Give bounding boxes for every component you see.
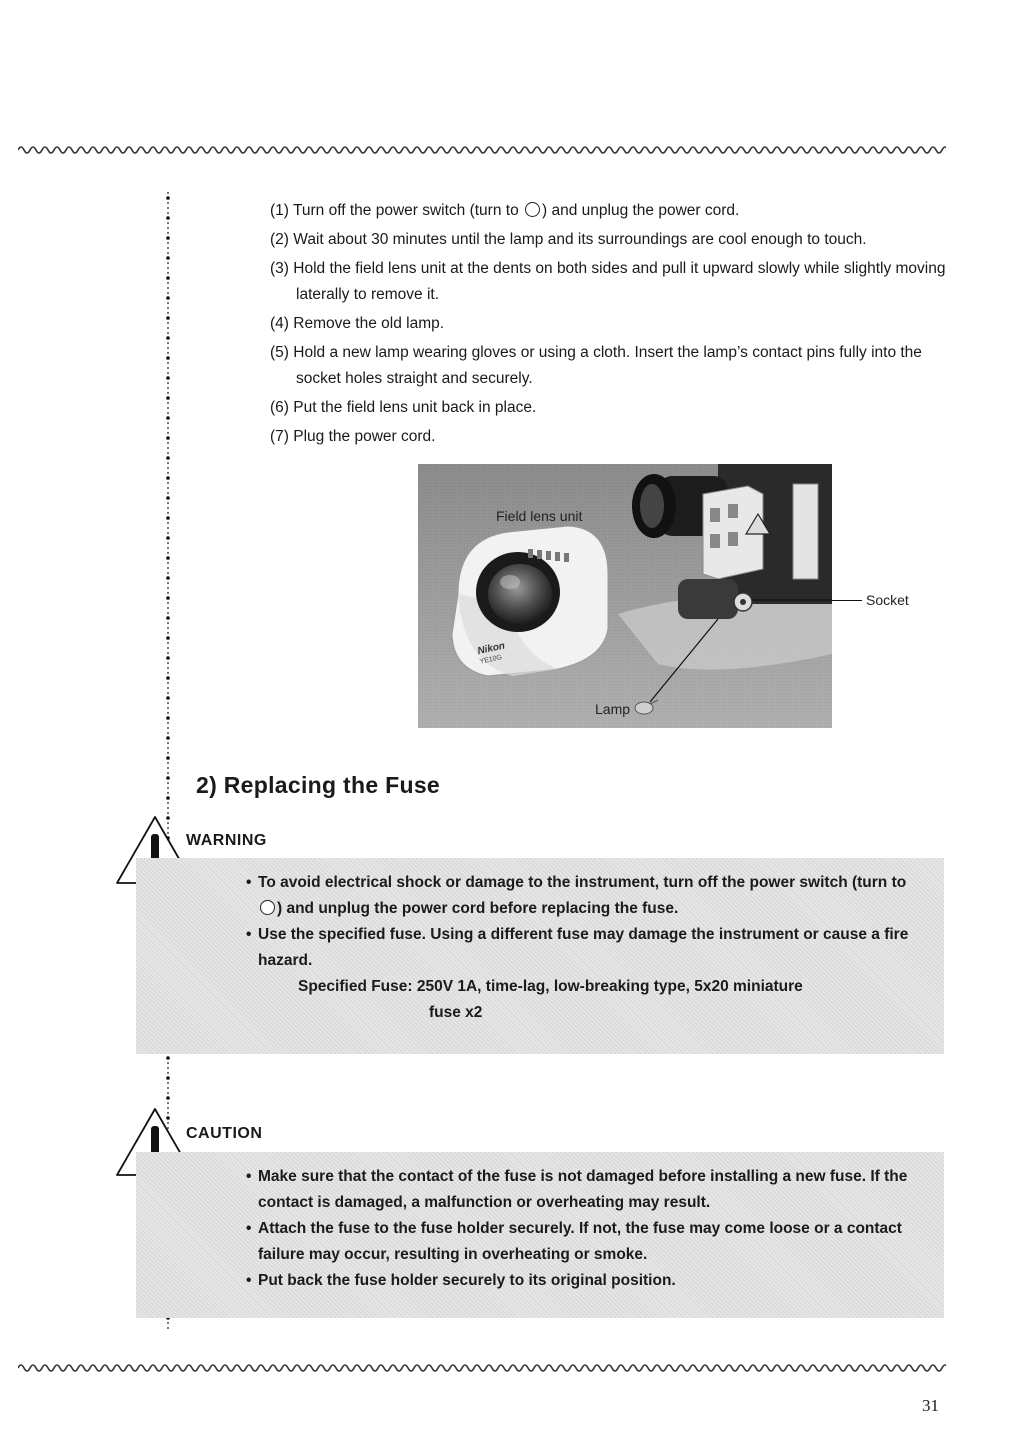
step-item: (1) Turn off the power switch (turn to ) and unplug the power cord. [270, 202, 740, 219]
step-item: (2) Wait about 30 minutes until the lamp and its surroundings are cool enough to touch. [270, 231, 867, 248]
warning-box [136, 858, 944, 1054]
step-item: (6) Put the field lens unit back in place. [270, 399, 537, 416]
lamp-replacement-steps [270, 198, 960, 453]
step-item: (4) Remove the old lamp. [270, 315, 445, 332]
socket-label: Socket [866, 592, 909, 608]
caution-box [136, 1152, 944, 1318]
warning-label: WARNING [186, 832, 267, 849]
caution-label: CAUTION [186, 1125, 263, 1142]
field-lens-unit-photo [418, 464, 832, 728]
brand-marking: Nikon [476, 640, 507, 658]
warning-item: • Use the specified fuse. Using a different fuse may damage the instrument or cause a fire hazard. [246, 926, 909, 969]
step-item: (5) Hold a new lamp wearing gloves or using a cloth. Insert the lamp’s contact pins fully into the socket holes straight and securely. [270, 344, 922, 387]
power-off-circle-icon [525, 202, 540, 217]
warning-list [136, 858, 944, 974]
bottom-wave-divider [18, 1360, 946, 1376]
caution-item: • Attach the fuse to the fuse holder securely. If not, the fuse may come loose or a contact failure may occur, resulting in overheating or smoke. [246, 1220, 902, 1263]
fuse-spec-line: Specified Fuse: 250V 1A, time-lag, low-breaking type, 5x20 miniature [298, 978, 803, 995]
page-number: 31 [922, 1396, 939, 1415]
caution-list [136, 1152, 944, 1294]
caution-item: • Make sure that the contact of the fuse is not damaged before installing a new fuse. If the contact is damaged, a malfunction or overheating may result. [246, 1168, 908, 1211]
top-wave-divider [18, 142, 946, 158]
warning-item: • To avoid electrical shock or damage to the instrument, turn off the power switch (turn to ) and unplug the power cord before replacing the fuse. [246, 874, 907, 917]
section-title: 2) Replacing the Fuse [196, 772, 441, 798]
step-item: (7) Plug the power cord. [270, 428, 436, 445]
power-off-circle-icon [260, 900, 275, 915]
model-marking: YE10G [479, 654, 503, 666]
caution-item: • Put back the fuse holder securely to its original position. [246, 1272, 676, 1289]
lamp-label: Lamp [595, 701, 631, 717]
step-item: (3) Hold the field lens unit at the dents on both sides and pull it upward slowly while slightly moving laterally to remove it. [270, 260, 946, 303]
fuse-spec-quantity: fuse x2 [429, 1004, 483, 1021]
socket-leader-line [832, 600, 862, 601]
field-lens-unit-label: Field lens unit [496, 508, 583, 524]
